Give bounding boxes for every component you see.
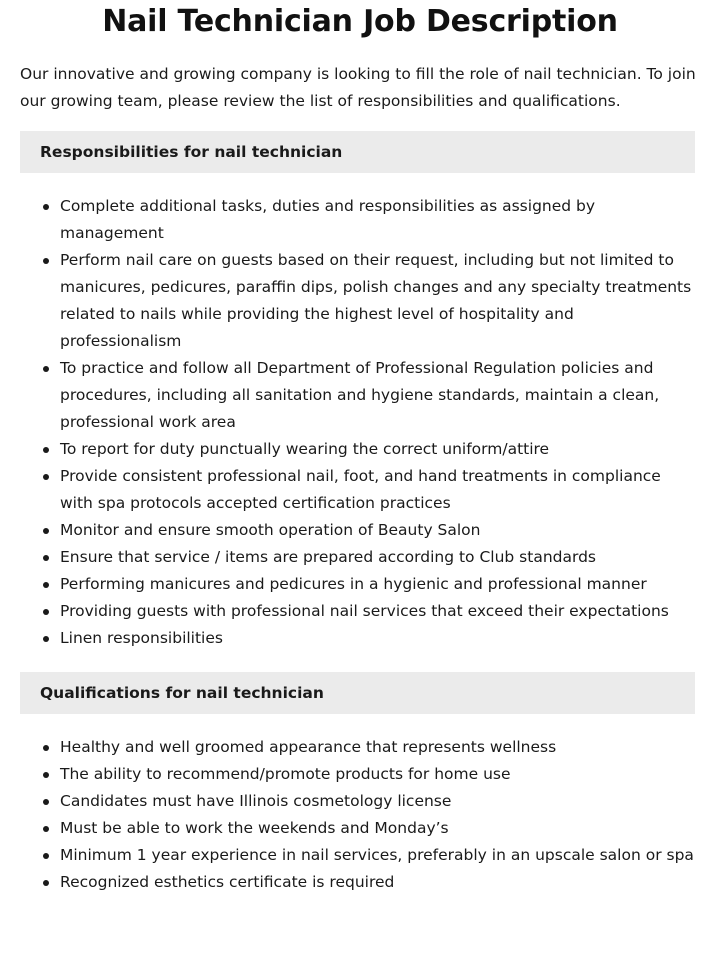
intro-paragraph: Our innovative and growing company is looking to fill the role of nail technician. To join our growing team, please review the list of responsibilities and qualifications. bbox=[20, 65, 696, 110]
list-item-text: Candidates must have Illinois cosmetology license bbox=[60, 792, 452, 810]
bullet-icon bbox=[43, 528, 49, 534]
list-item-text: Healthy and well groomed appearance that represents wellness bbox=[60, 738, 557, 756]
list-item-text: Minimum 1 year experience in nail services, preferably in an upscale salon or spa bbox=[60, 846, 694, 864]
list-item bbox=[20, 436, 695, 463]
qualifications-heading: Qualifications for nail technician bbox=[20, 672, 695, 714]
list-item bbox=[20, 517, 695, 544]
list-item-text: Monitor and ensure smooth operation of Beauty Salon bbox=[60, 521, 481, 539]
bullet-icon bbox=[43, 204, 49, 210]
list-item bbox=[20, 544, 695, 571]
list-item bbox=[20, 598, 695, 625]
bullet-icon bbox=[43, 609, 49, 615]
list-item bbox=[20, 355, 695, 436]
bullet-icon bbox=[43, 258, 49, 264]
qualifications-list bbox=[20, 734, 695, 896]
list-item bbox=[20, 734, 695, 761]
list-item bbox=[20, 815, 695, 842]
list-item-text: To report for duty punctually wearing the correct uniform/attire bbox=[60, 440, 550, 458]
list-item-text: Ensure that service / items are prepared according to Club standards bbox=[60, 548, 596, 566]
list-item-text: Perform nail care on guests based on their request, including but not limited to manicures, pedicures, paraffin dips, polish changes and any specialty treatments related to nails while providing the highest level of hospitality and professionalism bbox=[60, 251, 692, 350]
list-item bbox=[20, 571, 695, 598]
list-item-text: Must be able to work the weekends and Monday’s bbox=[60, 819, 449, 837]
list-item-text: Providing guests with professional nail services that exceed their expectations bbox=[60, 602, 669, 620]
bullet-icon bbox=[43, 582, 49, 588]
bullet-icon bbox=[43, 447, 49, 453]
list-item-text: Linen responsibilities bbox=[60, 629, 223, 647]
list-item bbox=[20, 869, 695, 896]
bullet-icon bbox=[43, 555, 49, 561]
bullet-icon bbox=[43, 799, 49, 805]
bullet-icon bbox=[43, 745, 49, 751]
list-item bbox=[20, 193, 695, 247]
bullet-icon bbox=[43, 880, 49, 886]
bullet-icon bbox=[43, 826, 49, 832]
list-item-text: Performing manicures and pedicures in a hygienic and professional manner bbox=[60, 575, 647, 593]
list-item-text: Complete additional tasks, duties and responsibilities as assigned by management bbox=[60, 197, 596, 242]
list-item bbox=[20, 842, 695, 869]
list-item-text: Provide consistent professional nail, foot, and hand treatments in compliance with spa protocols accepted certification practices bbox=[60, 467, 661, 512]
responsibilities-list bbox=[20, 193, 695, 652]
responsibilities-heading: Responsibilities for nail technician bbox=[20, 131, 695, 173]
page-title: Nail Technician Job Description bbox=[102, 4, 618, 39]
list-item bbox=[20, 788, 695, 815]
list-item-text: Recognized esthetics certificate is required bbox=[60, 873, 395, 891]
bullet-icon bbox=[43, 853, 49, 859]
bullet-icon bbox=[43, 772, 49, 778]
bullet-icon bbox=[43, 636, 49, 642]
bullet-icon bbox=[43, 474, 49, 480]
list-item bbox=[20, 463, 695, 517]
list-item bbox=[20, 625, 695, 652]
list-item-text: To practice and follow all Department of Professional Regulation policies and procedures, including all sanitation and hygiene standards, maintain a clean, professional work area bbox=[60, 359, 660, 431]
list-item bbox=[20, 247, 695, 355]
list-item bbox=[20, 761, 695, 788]
bullet-icon bbox=[43, 366, 49, 372]
list-item-text: The ability to recommend/promote products for home use bbox=[60, 765, 511, 783]
